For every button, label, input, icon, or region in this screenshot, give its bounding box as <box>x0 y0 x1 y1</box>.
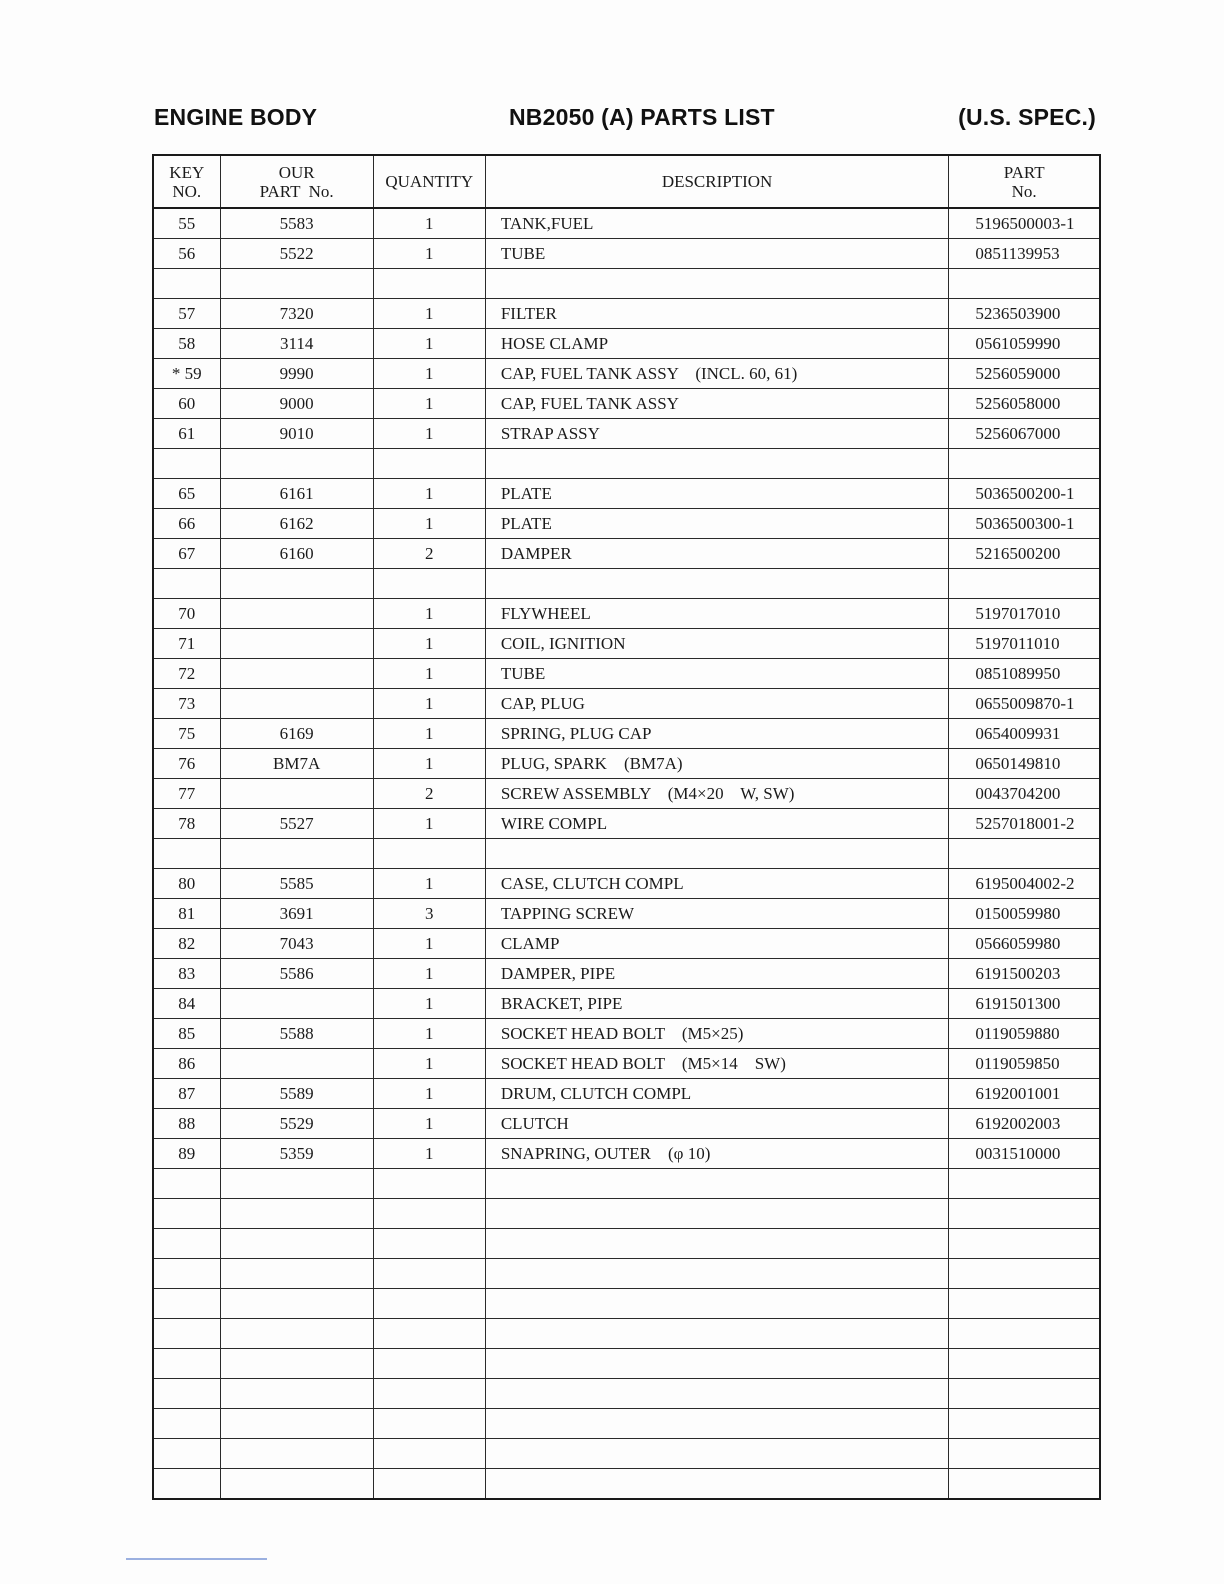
cell-part-no: 0851139953 <box>949 239 1100 269</box>
cell-quantity <box>373 1469 485 1500</box>
cell-part-no: 0119059850 <box>949 1049 1100 1079</box>
cell-part-no: 5197011010 <box>949 629 1100 659</box>
cell-description: SOCKET HEAD BOLT (M5×14 SW) <box>485 1049 948 1079</box>
cell-our-part-no <box>220 629 373 659</box>
cell-part-no <box>949 1349 1100 1379</box>
cell-key-no: 82 <box>153 929 220 959</box>
cell-description <box>485 839 948 869</box>
cell-description: CAP, FUEL TANK ASSY <box>485 389 948 419</box>
cell-key-no: 73 <box>153 689 220 719</box>
cell-quantity <box>373 1439 485 1469</box>
cell-key-no <box>153 1199 220 1229</box>
cell-key-no: 77 <box>153 779 220 809</box>
table-row <box>153 899 1100 929</box>
cell-description: CAP, PLUG <box>485 689 948 719</box>
cell-quantity <box>373 449 485 479</box>
cell-our-part-no <box>220 1259 373 1289</box>
cell-key-no: 89 <box>153 1139 220 1169</box>
table-row <box>153 599 1100 629</box>
table-row <box>153 989 1100 1019</box>
our-header-line2: PART No. <box>259 181 334 201</box>
cell-quantity <box>373 569 485 599</box>
cell-our-part-no <box>220 599 373 629</box>
cell-key-no: 83 <box>153 959 220 989</box>
cell-quantity: 1 <box>373 959 485 989</box>
cell-our-part-no: 5588 <box>220 1019 373 1049</box>
cell-part-no <box>949 1379 1100 1409</box>
table-row <box>153 809 1100 839</box>
key-header-line2: NO. <box>172 181 202 201</box>
cell-key-no: 61 <box>153 419 220 449</box>
cell-part-no: 5036500200-1 <box>949 479 1100 509</box>
cell-our-part-no: 6162 <box>220 509 373 539</box>
cell-our-part-no <box>220 1319 373 1349</box>
table-row <box>153 299 1100 329</box>
cell-part-no: 5196500003-1 <box>949 208 1100 239</box>
cell-key-no: 84 <box>153 989 220 1019</box>
cell-quantity: 1 <box>373 1109 485 1139</box>
part-header-line2: No. <box>1011 181 1037 201</box>
cell-our-part-no <box>220 269 373 299</box>
column-header-part-no <box>949 155 1100 208</box>
table-row <box>153 1439 1100 1469</box>
table-row <box>153 1259 1100 1289</box>
cell-quantity: 2 <box>373 539 485 569</box>
table-header-row <box>153 155 1100 208</box>
cell-key-no: 67 <box>153 539 220 569</box>
cell-description: SNAPRING, OUTER (φ 10) <box>485 1139 948 1169</box>
cell-part-no: 6191500203 <box>949 959 1100 989</box>
cell-description: SCREW ASSEMBLY (M4×20 W, SW) <box>485 779 948 809</box>
cell-quantity <box>373 839 485 869</box>
cell-key-no <box>153 449 220 479</box>
cell-our-part-no <box>220 779 373 809</box>
cell-our-part-no <box>220 1229 373 1259</box>
cell-quantity: 1 <box>373 929 485 959</box>
cell-description: COIL, IGNITION <box>485 629 948 659</box>
table-row <box>153 1139 1100 1169</box>
cell-description: HOSE CLAMP <box>485 329 948 359</box>
cell-our-part-no: 5522 <box>220 239 373 269</box>
cell-our-part-no <box>220 1409 373 1439</box>
cell-part-no: 0561059990 <box>949 329 1100 359</box>
cell-part-no <box>949 1319 1100 1349</box>
cell-key-no: * 59 <box>153 359 220 389</box>
cell-part-no <box>949 1439 1100 1469</box>
cell-description <box>485 569 948 599</box>
cell-description: FLYWHEEL <box>485 599 948 629</box>
cell-description <box>485 1259 948 1289</box>
cell-our-part-no: 5583 <box>220 208 373 239</box>
cell-description <box>485 449 948 479</box>
cell-our-part-no: 6161 <box>220 479 373 509</box>
cell-quantity: 1 <box>373 329 485 359</box>
cell-our-part-no: 9990 <box>220 359 373 389</box>
table-row <box>153 1409 1100 1439</box>
cell-quantity <box>373 1319 485 1349</box>
table-row <box>153 269 1100 299</box>
cell-part-no: 5256059000 <box>949 359 1100 389</box>
key-header-line1: KEY <box>169 162 205 182</box>
cell-our-part-no <box>220 1169 373 1199</box>
cell-quantity <box>373 1409 485 1439</box>
cell-quantity: 1 <box>373 208 485 239</box>
cell-quantity: 1 <box>373 689 485 719</box>
cell-our-part-no: 3114 <box>220 329 373 359</box>
table-row <box>153 1049 1100 1079</box>
cell-description: DAMPER, PIPE <box>485 959 948 989</box>
cell-our-part-no <box>220 1469 373 1500</box>
cell-quantity: 1 <box>373 869 485 899</box>
cell-part-no <box>949 269 1100 299</box>
cell-description: TUBE <box>485 239 948 269</box>
table-row <box>153 869 1100 899</box>
cell-description: BRACKET, PIPE <box>485 989 948 1019</box>
cell-part-no: 0654009931 <box>949 719 1100 749</box>
cell-description: TANK,FUEL <box>485 208 948 239</box>
table-row <box>153 1199 1100 1229</box>
cell-quantity: 1 <box>373 599 485 629</box>
cell-part-no <box>949 1229 1100 1259</box>
cell-description: SOCKET HEAD BOLT (M5×25) <box>485 1019 948 1049</box>
document-title: NB2050 (A) PARTS LIST <box>509 104 775 130</box>
cell-our-part-no: 5529 <box>220 1109 373 1139</box>
cell-key-no: 70 <box>153 599 220 629</box>
cell-part-no: 5256058000 <box>949 389 1100 419</box>
cell-description <box>485 1229 948 1259</box>
column-header-quantity: QUANTITY <box>373 155 485 208</box>
cell-quantity <box>373 1229 485 1259</box>
table-row <box>153 509 1100 539</box>
table-row <box>153 1109 1100 1139</box>
cell-our-part-no: 9010 <box>220 419 373 449</box>
cell-part-no: 0031510000 <box>949 1139 1100 1169</box>
cell-description: DAMPER <box>485 539 948 569</box>
cell-description <box>485 1379 948 1409</box>
cell-our-part-no <box>220 1349 373 1379</box>
cell-quantity: 1 <box>373 659 485 689</box>
cell-key-no <box>153 1259 220 1289</box>
table-row <box>153 539 1100 569</box>
cell-description: SPRING, PLUG CAP <box>485 719 948 749</box>
cell-quantity: 1 <box>373 719 485 749</box>
table-row <box>153 359 1100 389</box>
cell-our-part-no: 7043 <box>220 929 373 959</box>
cell-key-no: 78 <box>153 809 220 839</box>
table-row <box>153 1229 1100 1259</box>
cell-part-no: 6192002003 <box>949 1109 1100 1139</box>
cell-quantity: 1 <box>373 629 485 659</box>
cell-quantity: 1 <box>373 1049 485 1079</box>
cell-key-no: 57 <box>153 299 220 329</box>
part-header-line1: PART <box>1003 162 1045 182</box>
cell-our-part-no: 3691 <box>220 899 373 929</box>
table-row <box>153 449 1100 479</box>
cell-key-no <box>153 1409 220 1439</box>
cell-part-no: 5197017010 <box>949 599 1100 629</box>
cell-our-part-no <box>220 989 373 1019</box>
cell-description <box>485 269 948 299</box>
cell-quantity: 2 <box>373 779 485 809</box>
cell-quantity: 1 <box>373 479 485 509</box>
cell-description: CLUTCH <box>485 1109 948 1139</box>
cell-key-no <box>153 1289 220 1319</box>
cell-quantity <box>373 269 485 299</box>
cell-key-no: 71 <box>153 629 220 659</box>
section-title: ENGINE BODY <box>154 104 318 130</box>
cell-description <box>485 1169 948 1199</box>
cell-description <box>485 1349 948 1379</box>
underline-mark <box>126 1558 267 1560</box>
cell-key-no <box>153 1439 220 1469</box>
cell-key-no: 58 <box>153 329 220 359</box>
cell-key-no: 81 <box>153 899 220 929</box>
cell-key-no: 88 <box>153 1109 220 1139</box>
table-row <box>153 779 1100 809</box>
cell-quantity <box>373 1259 485 1289</box>
cell-key-no: 56 <box>153 239 220 269</box>
cell-quantity <box>373 1169 485 1199</box>
cell-key-no: 85 <box>153 1019 220 1049</box>
cell-quantity <box>373 1379 485 1409</box>
cell-our-part-no: 5359 <box>220 1139 373 1169</box>
cell-part-no: 5256067000 <box>949 419 1100 449</box>
cell-quantity: 1 <box>373 359 485 389</box>
table-row <box>153 479 1100 509</box>
cell-quantity: 1 <box>373 1019 485 1049</box>
cell-our-part-no: 6160 <box>220 539 373 569</box>
cell-our-part-no <box>220 1199 373 1229</box>
table-row <box>153 659 1100 689</box>
table-row <box>153 419 1100 449</box>
cell-description: PLATE <box>485 479 948 509</box>
cell-our-part-no: 6169 <box>220 719 373 749</box>
cell-description <box>485 1319 948 1349</box>
cell-part-no: 5036500300-1 <box>949 509 1100 539</box>
cell-key-no: 55 <box>153 208 220 239</box>
cell-description <box>485 1469 948 1500</box>
cell-quantity <box>373 1289 485 1319</box>
table-row <box>153 1319 1100 1349</box>
cell-quantity: 1 <box>373 419 485 449</box>
cell-quantity: 1 <box>373 749 485 779</box>
cell-our-part-no: BM7A <box>220 749 373 779</box>
table-row <box>153 1379 1100 1409</box>
cell-our-part-no <box>220 1049 373 1079</box>
cell-our-part-no: 5589 <box>220 1079 373 1109</box>
cell-part-no: 5236503900 <box>949 299 1100 329</box>
cell-quantity: 1 <box>373 1139 485 1169</box>
cell-key-no: 60 <box>153 389 220 419</box>
cell-our-part-no <box>220 1379 373 1409</box>
cell-quantity: 1 <box>373 809 485 839</box>
table-row <box>153 1469 1100 1500</box>
cell-part-no <box>949 839 1100 869</box>
cell-our-part-no <box>220 839 373 869</box>
table-row <box>153 929 1100 959</box>
cell-key-no: 65 <box>153 479 220 509</box>
cell-our-part-no: 5527 <box>220 809 373 839</box>
cell-key-no <box>153 569 220 599</box>
table-row <box>153 719 1100 749</box>
cell-description: PLATE <box>485 509 948 539</box>
table-row <box>153 1079 1100 1109</box>
table-row <box>153 1349 1100 1379</box>
cell-our-part-no <box>220 689 373 719</box>
table-row <box>153 839 1100 869</box>
cell-key-no <box>153 1229 220 1259</box>
cell-key-no <box>153 1319 220 1349</box>
cell-description <box>485 1199 948 1229</box>
parts-list-table <box>152 154 1101 1500</box>
cell-quantity: 1 <box>373 239 485 269</box>
table-row <box>153 629 1100 659</box>
table-row <box>153 329 1100 359</box>
cell-part-no <box>949 1409 1100 1439</box>
cell-description: FILTER <box>485 299 948 329</box>
cell-key-no: 75 <box>153 719 220 749</box>
cell-our-part-no <box>220 659 373 689</box>
table-body <box>153 208 1100 1499</box>
table-row <box>153 569 1100 599</box>
cell-our-part-no <box>220 1289 373 1319</box>
cell-part-no: 0851089950 <box>949 659 1100 689</box>
cell-description: PLUG, SPARK (BM7A) <box>485 749 948 779</box>
cell-quantity: 1 <box>373 299 485 329</box>
table-row <box>153 1289 1100 1319</box>
cell-description <box>485 1439 948 1469</box>
table-row <box>153 239 1100 269</box>
cell-key-no: 76 <box>153 749 220 779</box>
cell-part-no: 0043704200 <box>949 779 1100 809</box>
cell-quantity <box>373 1349 485 1379</box>
cell-description: CLAMP <box>485 929 948 959</box>
cell-our-part-no <box>220 449 373 479</box>
cell-quantity: 1 <box>373 509 485 539</box>
cell-our-part-no <box>220 569 373 599</box>
cell-key-no: 87 <box>153 1079 220 1109</box>
our-header-line1: OUR <box>278 162 315 182</box>
cell-key-no <box>153 269 220 299</box>
cell-part-no <box>949 1469 1100 1500</box>
cell-key-no <box>153 1169 220 1199</box>
cell-our-part-no: 5586 <box>220 959 373 989</box>
cell-part-no: 6192001001 <box>949 1079 1100 1109</box>
cell-description: DRUM, CLUTCH COMPL <box>485 1079 948 1109</box>
cell-part-no: 5216500200 <box>949 539 1100 569</box>
cell-part-no: 0119059880 <box>949 1019 1100 1049</box>
cell-description: CASE, CLUTCH COMPL <box>485 869 948 899</box>
cell-key-no <box>153 1469 220 1500</box>
table-row <box>153 959 1100 989</box>
cell-part-no: 6191501300 <box>949 989 1100 1019</box>
cell-description: TUBE <box>485 659 948 689</box>
table-row <box>153 689 1100 719</box>
cell-part-no <box>949 449 1100 479</box>
cell-description <box>485 1409 948 1439</box>
cell-part-no <box>949 1199 1100 1229</box>
cell-key-no: 66 <box>153 509 220 539</box>
column-header-key-no <box>153 155 220 208</box>
table-row <box>153 1169 1100 1199</box>
column-header-description: DESCRIPTION <box>485 155 948 208</box>
cell-our-part-no: 5585 <box>220 869 373 899</box>
cell-key-no: 72 <box>153 659 220 689</box>
table-row <box>153 208 1100 239</box>
cell-key-no <box>153 1349 220 1379</box>
table-row <box>153 749 1100 779</box>
cell-quantity <box>373 1199 485 1229</box>
cell-part-no: 6195004002-2 <box>949 869 1100 899</box>
cell-key-no <box>153 1379 220 1409</box>
cell-part-no: 0655009870-1 <box>949 689 1100 719</box>
cell-description: STRAP ASSY <box>485 419 948 449</box>
cell-our-part-no: 9000 <box>220 389 373 419</box>
cell-description <box>485 1289 948 1319</box>
cell-description: WIRE COMPL <box>485 809 948 839</box>
cell-description: TAPPING SCREW <box>485 899 948 929</box>
spec-label: (U.S. SPEC.) <box>958 104 1096 130</box>
cell-quantity: 1 <box>373 389 485 419</box>
cell-quantity: 3 <box>373 899 485 929</box>
cell-part-no: 0150059980 <box>949 899 1100 929</box>
cell-quantity: 1 <box>373 989 485 1019</box>
cell-part-no <box>949 1169 1100 1199</box>
cell-key-no <box>153 839 220 869</box>
cell-description: CAP, FUEL TANK ASSY (INCL. 60, 61) <box>485 359 948 389</box>
cell-part-no <box>949 569 1100 599</box>
cell-key-no: 86 <box>153 1049 220 1079</box>
cell-our-part-no <box>220 1439 373 1469</box>
cell-part-no: 5257018001-2 <box>949 809 1100 839</box>
column-header-our-part-no <box>220 155 373 208</box>
cell-key-no: 80 <box>153 869 220 899</box>
table-row <box>153 389 1100 419</box>
cell-part-no <box>949 1259 1100 1289</box>
cell-part-no: 0566059980 <box>949 929 1100 959</box>
cell-quantity: 1 <box>373 1079 485 1109</box>
cell-our-part-no: 7320 <box>220 299 373 329</box>
table-row <box>153 1019 1100 1049</box>
cell-part-no: 0650149810 <box>949 749 1100 779</box>
cell-part-no <box>949 1289 1100 1319</box>
